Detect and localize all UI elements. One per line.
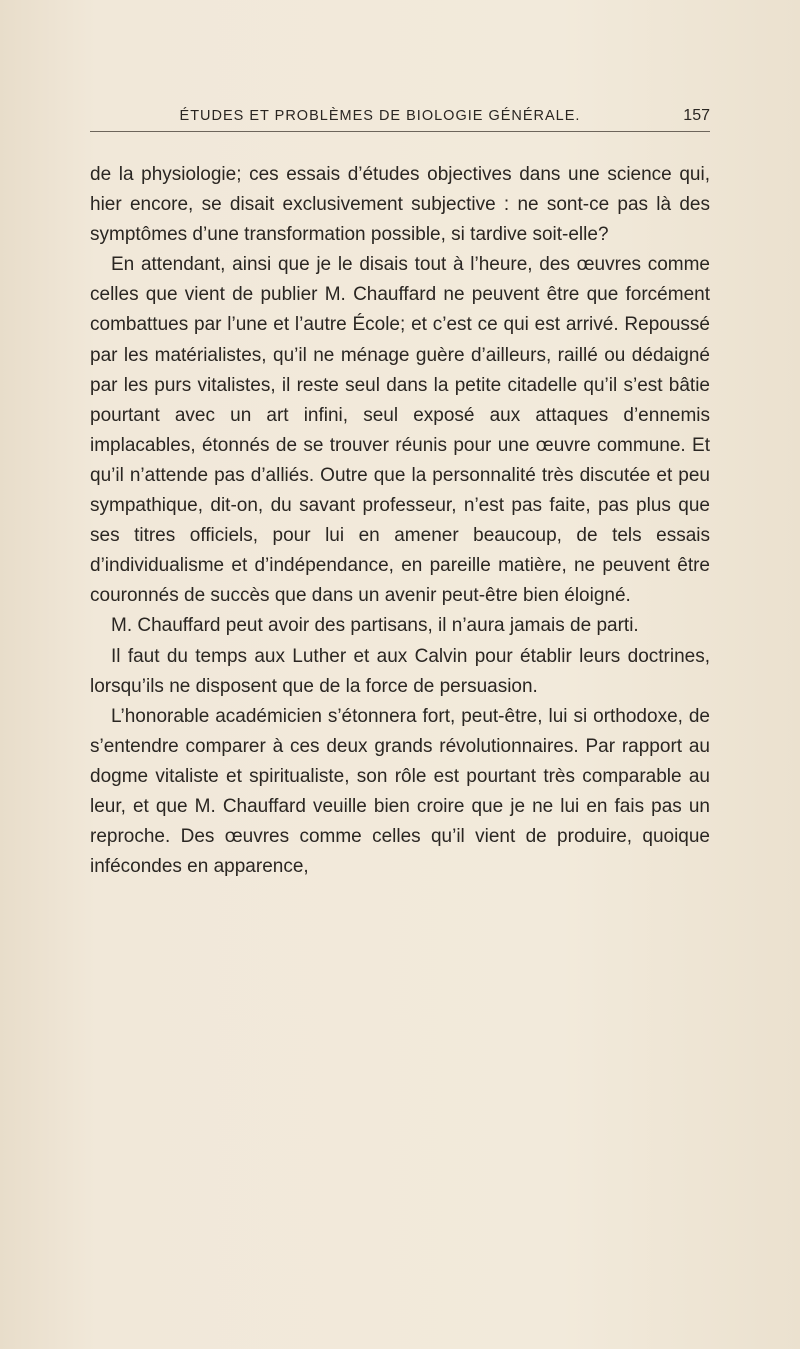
paragraph-2: En attendant, ainsi que je le disais tout à l’heure, des œuvres comme celles que vient de publier M. Chauffard ne peuvent être que forcément combattues par l’une et l’autre École; et c’est ce qui est arrivé. Repoussé par les matérialistes, qu’il ne ménage guère d’ailleurs, raillé ou dédaigné par les purs vitalistes, il reste seul dans la petite citadelle qu’il s’est bâtie pourtant avec un art infini, seul exposé aux attaques d’ennemis implacables, étonnés de se trouver réunis pour une œuvre commune. Et qu’il n’attende pas d’alliés. Outre que la personnalité très discutée et peu sympathique, dit-on, du savant professeur, n’est pas faite, pas plus que ses titres officiels, pour lui en amener beaucoup, de tels essais d’individualisme et d’indépendance, en pareille matière, ne peuvent être couronnés de succès que dans un avenir peut-être bien éloigné. — [90, 254, 710, 607]
paragraph-3: M. Chauffard peut avoir des partisans, il n’aura jamais de parti. — [111, 615, 639, 637]
paragraph-5: L’honorable académicien s’étonnera fort, peut-être, lui si orthodoxe, de s’entendre comparer à ces deux grands révolutionnaires. Par rapport au dogme vitaliste et spiritualiste, son rôle est pourtant très comparable au leur, et que M. Chauffard veuille bien croire que je ne lui en fais pas un reproche. Des œuvres comme celles qu’il vient de produire, quoique infécondes en apparence, — [90, 705, 710, 878]
running-title: ÉTUDES ET PROBLÈMES DE BIOLOGIE GÉNÉRALE. — [179, 108, 581, 124]
paragraph-4: Il faut du temps aux Luther et aux Calvin pour établir leurs doctrines, lorsqu’ils ne disposent que de la force de persuasion. — [90, 645, 710, 697]
body-text — [90, 160, 710, 882]
running-head — [90, 105, 710, 132]
page-number: 157 — [683, 107, 710, 124]
paragraph-1: de la physiologie; ces essais d’études objectives dans une science qui, hier encore, se disait exclusivement subjective : ne sont-ce pas là des symptômes d’une transformation possible, si tardive soit-elle? — [90, 164, 710, 246]
